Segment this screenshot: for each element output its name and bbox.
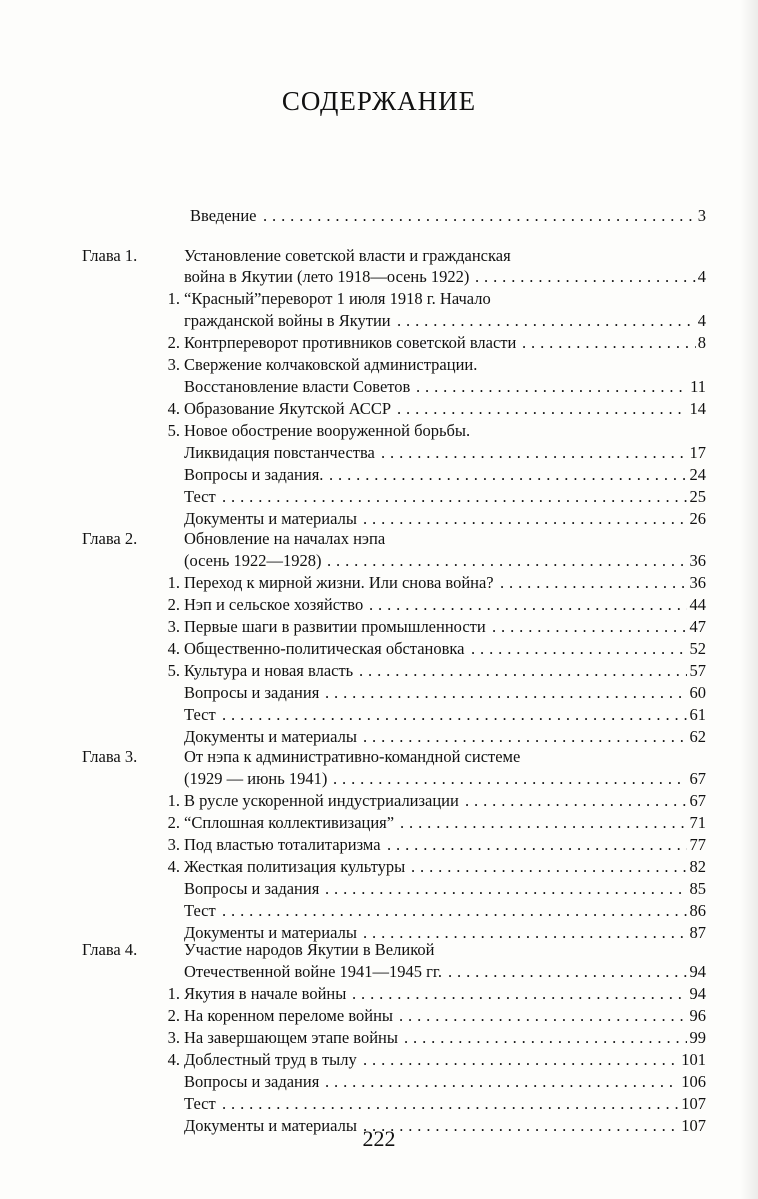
toc-entry bbox=[82, 1005, 706, 1027]
toc-entry bbox=[82, 442, 706, 464]
toc-entry bbox=[82, 638, 706, 660]
dot-leader bbox=[399, 1005, 687, 1027]
chapter-label: Глава 2. bbox=[82, 529, 138, 548]
toc-entry bbox=[82, 310, 706, 332]
section-number: 4. bbox=[167, 639, 180, 658]
toc-entry bbox=[82, 528, 706, 550]
toc-entry bbox=[82, 1071, 706, 1093]
section-number: 3. bbox=[167, 1028, 180, 1047]
dot-leader bbox=[416, 376, 688, 398]
dot-leader bbox=[327, 550, 687, 572]
entry-page-number: 26 bbox=[689, 509, 706, 528]
entry-page-number: 47 bbox=[689, 617, 706, 636]
toc-entry bbox=[82, 856, 706, 878]
entry-title: Ликвидация повстанчества bbox=[184, 443, 375, 462]
entry-title: (1929 — июнь 1941) bbox=[184, 769, 328, 788]
entry-page-number: 4 bbox=[697, 267, 706, 286]
entry-title: Обновление на началах нэпа bbox=[184, 529, 386, 548]
dot-leader bbox=[359, 660, 687, 682]
toc-entry bbox=[82, 660, 706, 682]
section-number: 4. bbox=[167, 399, 180, 418]
entry-title: гражданской войны в Якутии bbox=[184, 311, 391, 330]
chapter-label: Глава 1. bbox=[82, 246, 138, 265]
entry-title: От нэпа к административно-командной системе bbox=[184, 747, 521, 766]
dot-leader bbox=[411, 856, 687, 878]
entry-page-number: 60 bbox=[689, 683, 706, 702]
entry-page-number: 17 bbox=[689, 443, 706, 462]
dot-leader bbox=[329, 464, 687, 486]
entry-page-number: 96 bbox=[689, 1006, 706, 1025]
page-spine-shadow bbox=[740, 0, 758, 1199]
dot-leader bbox=[222, 704, 687, 726]
entry-title: Свержение колчаковской администрации. bbox=[184, 355, 478, 374]
toc-entry bbox=[82, 961, 706, 983]
entry-page-number: 52 bbox=[689, 639, 706, 658]
section-number: 2. bbox=[167, 1006, 180, 1025]
entry-title: Установление советской власти и гражданская bbox=[184, 246, 511, 265]
toc-entry bbox=[82, 508, 706, 530]
entry-page-number: 44 bbox=[689, 595, 706, 614]
entry-page-number: 14 bbox=[689, 399, 706, 418]
entry-title: Введение bbox=[190, 206, 257, 225]
toc-entry bbox=[82, 746, 706, 768]
toc-entry bbox=[82, 790, 706, 812]
dot-leader bbox=[471, 638, 687, 660]
dot-leader bbox=[363, 726, 687, 748]
entry-title: Первые шаги в развитии промышленности bbox=[184, 617, 486, 636]
entry-title: Якутия в начале войны bbox=[184, 984, 347, 1003]
entry-page-number: 101 bbox=[681, 1050, 706, 1069]
entry-page-number: 106 bbox=[681, 1072, 706, 1091]
entry-title: Под властью тоталитаризма bbox=[184, 835, 381, 854]
toc-entry bbox=[82, 572, 706, 594]
entry-title: Участие народов Якутии в Великой bbox=[184, 940, 435, 959]
toc-entry bbox=[82, 354, 706, 376]
entry-title: Доблестный труд в тылу bbox=[184, 1050, 357, 1069]
entry-title: Документы и материалы bbox=[184, 1116, 357, 1135]
toc-entry bbox=[82, 682, 706, 704]
toc-entry bbox=[82, 900, 706, 922]
toc-entry bbox=[82, 288, 706, 310]
toc-entry bbox=[82, 1093, 706, 1115]
entry-page-number: 77 bbox=[689, 835, 706, 854]
entry-title: В русле ускоренной индустриализации bbox=[184, 791, 459, 810]
section-number: 4. bbox=[167, 857, 180, 876]
toc-entry bbox=[82, 376, 706, 398]
chapter-label: Глава 4. bbox=[82, 940, 138, 959]
entry-title: “Сплошная коллективизация” bbox=[184, 813, 395, 832]
entry-title: На коренном переломе войны bbox=[184, 1006, 393, 1025]
entry-page-number: 24 bbox=[689, 465, 706, 484]
section-number: 2. bbox=[167, 813, 180, 832]
entry-title: Отечественной войне 1941—1945 гг. bbox=[184, 962, 442, 981]
section-number: 1. bbox=[167, 573, 180, 592]
dot-leader bbox=[363, 508, 687, 530]
toc-entry bbox=[82, 205, 706, 227]
page-title: СОДЕРЖАНИЕ bbox=[281, 86, 477, 116]
section-number: 5. bbox=[167, 421, 180, 440]
entry-title: Тест bbox=[184, 705, 216, 724]
dot-leader bbox=[325, 878, 687, 900]
dot-leader bbox=[404, 1027, 687, 1049]
toc-entry bbox=[82, 983, 706, 1005]
toc-entry bbox=[82, 616, 706, 638]
toc-entry bbox=[82, 939, 706, 961]
section-number: 2. bbox=[167, 333, 180, 352]
entry-title: Общественно-политическая обстановка bbox=[184, 639, 465, 658]
dot-leader bbox=[325, 1071, 679, 1093]
dot-leader bbox=[387, 834, 687, 856]
entry-title: Новое обострение вооруженной борьбы. bbox=[184, 421, 471, 440]
entry-page-number: 67 bbox=[689, 769, 706, 788]
toc-entry bbox=[82, 420, 706, 442]
entry-page-number: 36 bbox=[689, 573, 706, 592]
toc-entry bbox=[82, 768, 706, 790]
chapter-label: Глава 3. bbox=[82, 747, 138, 766]
toc-entry bbox=[82, 550, 706, 572]
entry-title: Вопросы и задания bbox=[184, 683, 320, 702]
dot-leader bbox=[397, 398, 687, 420]
dot-leader bbox=[222, 900, 687, 922]
entry-title: Вопросы и задания bbox=[184, 1072, 320, 1091]
toc-entry bbox=[82, 332, 706, 354]
dot-leader bbox=[352, 983, 687, 1005]
toc-entry bbox=[82, 594, 706, 616]
section-number: 3. bbox=[167, 835, 180, 854]
toc-entry bbox=[82, 398, 706, 420]
toc-entry bbox=[82, 1027, 706, 1049]
entry-page-number: 62 bbox=[689, 727, 706, 746]
section-number: 1. bbox=[167, 984, 180, 1003]
entry-title: Контрпереворот противников советской власти bbox=[184, 333, 517, 352]
dot-leader bbox=[381, 442, 687, 464]
toc-entry bbox=[82, 266, 706, 288]
entry-page-number: 57 bbox=[689, 661, 706, 680]
entry-page-number: 94 bbox=[689, 984, 706, 1003]
entry-page-number: 107 bbox=[681, 1094, 706, 1113]
entry-page-number: 87 bbox=[689, 923, 706, 942]
dot-leader bbox=[263, 205, 696, 227]
entry-page-number: 3 bbox=[697, 206, 706, 225]
toc-entry bbox=[82, 245, 706, 267]
dot-leader bbox=[500, 572, 687, 594]
dot-leader bbox=[369, 594, 687, 616]
section-number: 3. bbox=[167, 617, 180, 636]
entry-page-number: 25 bbox=[689, 487, 706, 506]
dot-leader bbox=[475, 266, 696, 288]
entry-page-number: 4 bbox=[697, 311, 706, 330]
entry-title: Тест bbox=[184, 901, 216, 920]
entry-title: война в Якутии (лето 1918—осень 1922) bbox=[184, 267, 470, 286]
entry-page-number: 86 bbox=[689, 901, 706, 920]
entry-title: Культура и новая власть bbox=[184, 661, 354, 680]
entry-page-number: 82 bbox=[689, 857, 706, 876]
entry-page-number: 8 bbox=[697, 333, 706, 352]
page-number: 222 bbox=[362, 1126, 396, 1151]
section-number: 3. bbox=[167, 355, 180, 374]
dot-leader bbox=[363, 1049, 679, 1071]
dot-leader bbox=[222, 1093, 679, 1115]
entry-title: (осень 1922—1928) bbox=[184, 551, 322, 570]
entry-title: Вопросы и задания bbox=[184, 879, 320, 898]
dot-leader bbox=[400, 812, 687, 834]
entry-page-number: 107 bbox=[681, 1116, 706, 1135]
entry-title: Жесткая политизация культуры bbox=[184, 857, 406, 876]
dot-leader bbox=[465, 790, 687, 812]
entry-page-number: 94 bbox=[689, 962, 706, 981]
section-number: 5. bbox=[167, 661, 180, 680]
section-number: 4. bbox=[167, 1050, 180, 1069]
entry-title: “Красный”переворот 1 июля 1918 г. Начало bbox=[184, 289, 491, 308]
entry-page-number: 36 bbox=[689, 551, 706, 570]
entry-title: Вопросы и задания. bbox=[184, 465, 324, 484]
dot-leader bbox=[448, 961, 687, 983]
entry-title: На завершающем этапе войны bbox=[184, 1028, 398, 1047]
toc-entry bbox=[82, 464, 706, 486]
dot-leader bbox=[492, 616, 687, 638]
entry-page-number: 85 bbox=[689, 879, 706, 898]
toc-entry bbox=[82, 812, 706, 834]
entry-title: Документы и материалы bbox=[184, 727, 357, 746]
entry-title: Образование Якутской АССР bbox=[184, 399, 391, 418]
dot-leader bbox=[333, 768, 687, 790]
entry-page-number: 11 bbox=[690, 377, 706, 396]
toc-entry bbox=[82, 704, 706, 726]
toc-entry bbox=[82, 878, 706, 900]
entry-title: Документы и материалы bbox=[184, 923, 357, 942]
entry-title: Тест bbox=[184, 1094, 216, 1113]
entry-title: Нэп и сельское хозяйство bbox=[184, 595, 364, 614]
entry-page-number: 99 bbox=[689, 1028, 706, 1047]
entry-page-number: 61 bbox=[689, 705, 706, 724]
dot-leader bbox=[397, 310, 696, 332]
toc-entry bbox=[82, 834, 706, 856]
entry-title: Переход к мирной жизни. Или снова война? bbox=[184, 573, 494, 592]
dot-leader bbox=[325, 682, 687, 704]
entry-page-number: 67 bbox=[689, 791, 706, 810]
toc-entry bbox=[82, 726, 706, 748]
dot-leader bbox=[222, 486, 687, 508]
toc-entry bbox=[82, 1049, 706, 1071]
entry-page-number: 71 bbox=[689, 813, 706, 832]
entry-title: Восстановление власти Советов bbox=[184, 377, 411, 396]
section-number: 1. bbox=[167, 791, 180, 810]
section-number: 1. bbox=[167, 289, 180, 308]
section-number: 2. bbox=[167, 595, 180, 614]
dot-leader bbox=[522, 332, 696, 354]
entry-title: Документы и материалы bbox=[184, 509, 357, 528]
toc-entry bbox=[82, 486, 706, 508]
entry-title: Тест bbox=[184, 487, 216, 506]
